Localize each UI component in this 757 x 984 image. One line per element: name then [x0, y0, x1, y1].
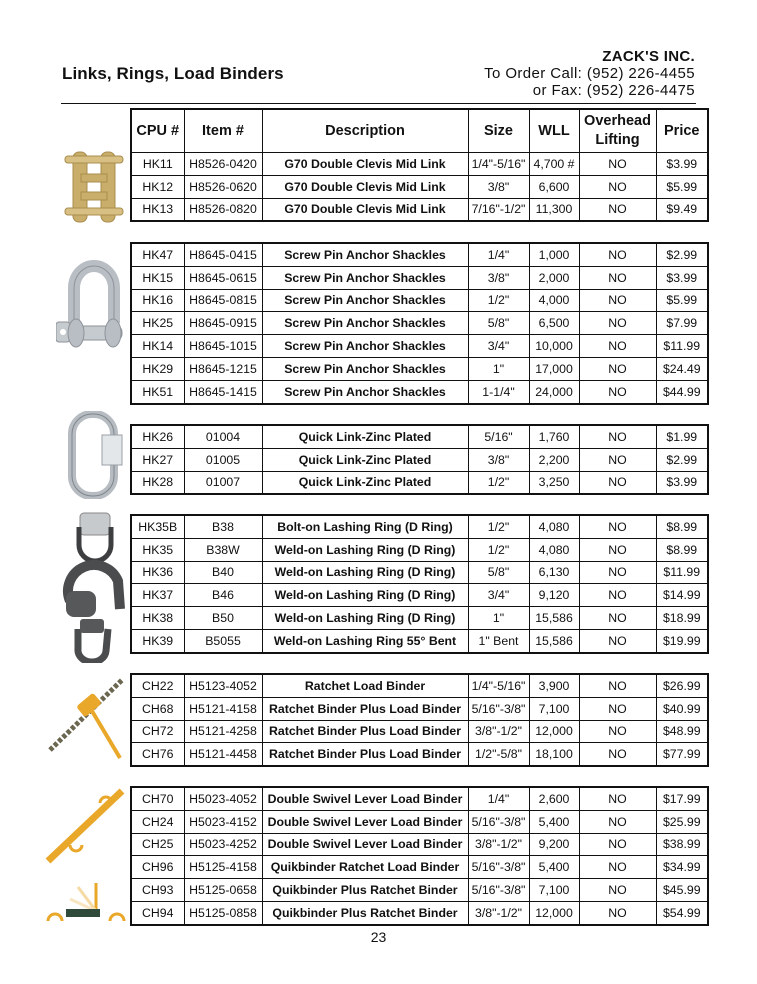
cell-description: Screw Pin Anchor Shackles: [262, 335, 468, 358]
cell-wll: 24,000: [529, 380, 579, 403]
cell-cpu: HK11: [131, 153, 184, 176]
table-row: [131, 629, 708, 652]
cell-overhead-lifting: NO: [579, 810, 656, 833]
cell-wll: 9,200: [529, 833, 579, 856]
cell-cpu: CH93: [131, 879, 184, 902]
cell-price: $2.99: [656, 448, 708, 471]
cell-overhead-lifting: NO: [579, 312, 656, 335]
cell-overhead-lifting: NO: [579, 674, 656, 697]
cell-item: H8526-0820: [184, 198, 262, 221]
cell-cpu: CH76: [131, 743, 184, 766]
cell-item: B40: [184, 561, 262, 584]
table-row: [131, 879, 708, 902]
cell-item: H5023-4052: [184, 787, 262, 810]
cell-item: H5121-4258: [184, 720, 262, 743]
cell-item: 01004: [184, 425, 262, 448]
cell-price: $17.99: [656, 787, 708, 810]
cell-cpu: HK16: [131, 289, 184, 312]
cell-size: 1/2": [468, 289, 529, 312]
cell-overhead-lifting: NO: [579, 515, 656, 538]
lever-binder-icon: [40, 783, 130, 929]
cell-cpu: HK51: [131, 380, 184, 403]
cell-item: H5125-4158: [184, 856, 262, 879]
cell-wll: 6,600: [529, 175, 579, 198]
cell-overhead-lifting: NO: [579, 856, 656, 879]
cell-wll: 2,600: [529, 787, 579, 810]
cell-size: 5/8": [468, 312, 529, 335]
table-row: [131, 289, 708, 312]
cell-description: Quick Link-Zinc Plated: [262, 448, 468, 471]
cell-wll: 4,700 #: [529, 153, 579, 176]
cell-size: 3/8"-1/2": [468, 720, 529, 743]
cell-description: Ratchet Binder Plus Load Binder: [262, 720, 468, 743]
cell-item: H8645-0415: [184, 243, 262, 266]
cell-item: H8645-1015: [184, 335, 262, 358]
table-ratchet-binders: [130, 673, 709, 767]
cell-overhead-lifting: NO: [579, 425, 656, 448]
cell-size: 1/2": [468, 515, 529, 538]
cell-price: $1.99: [656, 425, 708, 448]
cell-price: $11.99: [656, 561, 708, 584]
cell-cpu: HK13: [131, 198, 184, 221]
cell-wll: 2,200: [529, 448, 579, 471]
table-row: [131, 175, 708, 198]
cell-overhead-lifting: NO: [579, 266, 656, 289]
cell-wll: 6,130: [529, 561, 579, 584]
table-row: [131, 810, 708, 833]
cell-wll: 18,100: [529, 743, 579, 766]
table-row: [131, 787, 708, 810]
cell-price: $2.99: [656, 243, 708, 266]
cell-overhead-lifting: NO: [579, 448, 656, 471]
cell-cpu: HK26: [131, 425, 184, 448]
cell-price: $19.99: [656, 629, 708, 652]
cell-item: 01005: [184, 448, 262, 471]
cell-overhead-lifting: NO: [579, 198, 656, 221]
cell-item: H5023-4252: [184, 833, 262, 856]
cell-price: $77.99: [656, 743, 708, 766]
cell-item: H8645-1215: [184, 357, 262, 380]
cell-description: Double Swivel Lever Load Binder: [262, 787, 468, 810]
cell-size: 1/4": [468, 787, 529, 810]
cell-price: $44.99: [656, 380, 708, 403]
cell-wll: 9,120: [529, 584, 579, 607]
cell-description: Quick Link-Zinc Plated: [262, 471, 468, 494]
cell-size: 1/4"-5/16": [468, 674, 529, 697]
header-overhead-lifting: Overhead Lifting: [579, 109, 656, 153]
cell-price: $5.99: [656, 289, 708, 312]
cell-price: $8.99: [656, 538, 708, 561]
table-row: [131, 380, 708, 403]
cell-cpu: CH70: [131, 787, 184, 810]
cell-wll: 3,250: [529, 471, 579, 494]
cell-overhead-lifting: NO: [579, 357, 656, 380]
cell-description: Double Swivel Lever Load Binder: [262, 833, 468, 856]
cell-description: Ratchet Load Binder: [262, 674, 468, 697]
cell-description: Bolt-on Lashing Ring (D Ring): [262, 515, 468, 538]
cell-wll: 1,000: [529, 243, 579, 266]
cell-size: 1/4": [468, 243, 529, 266]
table-row: [131, 607, 708, 630]
header-size: Size: [468, 109, 529, 153]
cell-item: H8526-0620: [184, 175, 262, 198]
cell-cpu: CH22: [131, 674, 184, 697]
cell-size: 3/8": [468, 448, 529, 471]
table-lever-binders: [130, 786, 709, 926]
cell-wll: 15,586: [529, 607, 579, 630]
cell-description: Weld-on Lashing Ring (D Ring): [262, 561, 468, 584]
cell-description: Double Swivel Lever Load Binder: [262, 810, 468, 833]
cell-item: B5055: [184, 629, 262, 652]
cell-item: H5123-4052: [184, 674, 262, 697]
cell-price: $9.49: [656, 198, 708, 221]
cell-wll: 7,100: [529, 879, 579, 902]
cell-wll: 4,000: [529, 289, 579, 312]
cell-description: Screw Pin Anchor Shackles: [262, 312, 468, 335]
cell-price: $24.49: [656, 357, 708, 380]
double-clevis-link-icon: [63, 148, 125, 226]
cell-wll: 5,400: [529, 856, 579, 879]
cell-wll: 12,000: [529, 720, 579, 743]
cell-price: $11.99: [656, 335, 708, 358]
cell-item: B38W: [184, 538, 262, 561]
cell-price: $25.99: [656, 810, 708, 833]
table-row: [131, 901, 708, 924]
table-row: [131, 538, 708, 561]
cell-cpu: HK15: [131, 266, 184, 289]
cell-size: 1-1/4": [468, 380, 529, 403]
cell-item: H5121-4158: [184, 697, 262, 720]
header-description: Description: [262, 109, 468, 153]
cell-price: $26.99: [656, 674, 708, 697]
cell-description: Quikbinder Plus Ratchet Binder: [262, 901, 468, 924]
cell-overhead-lifting: NO: [579, 743, 656, 766]
cell-cpu: HK25: [131, 312, 184, 335]
cell-size: 3/4": [468, 335, 529, 358]
cell-cpu: HK36: [131, 561, 184, 584]
fax-number: or Fax: (952) 226-4475: [532, 82, 695, 99]
cell-size: 1": [468, 607, 529, 630]
cell-wll: 11,300: [529, 198, 579, 221]
table-row: [131, 833, 708, 856]
cell-description: Quikbinder Plus Ratchet Binder: [262, 879, 468, 902]
cell-wll: 15,586: [529, 629, 579, 652]
cell-description: G70 Double Clevis Mid Link: [262, 175, 468, 198]
cell-price: $7.99: [656, 312, 708, 335]
table-row: [131, 674, 708, 697]
table-row: [131, 561, 708, 584]
cell-cpu: HK14: [131, 335, 184, 358]
cell-overhead-lifting: NO: [579, 175, 656, 198]
anchor-shackle-icon: [56, 248, 128, 366]
cell-size: 3/8": [468, 266, 529, 289]
header-divider: [61, 103, 696, 104]
company-name: ZACK'S INC.: [602, 48, 695, 65]
cell-size: 1": [468, 357, 529, 380]
cell-overhead-lifting: NO: [579, 787, 656, 810]
cell-wll: 3,900: [529, 674, 579, 697]
cell-item: H8645-0915: [184, 312, 262, 335]
cell-wll: 1,760: [529, 425, 579, 448]
table-row: [131, 243, 708, 266]
cell-overhead-lifting: NO: [579, 335, 656, 358]
cell-cpu: CH68: [131, 697, 184, 720]
cell-wll: 17,000: [529, 357, 579, 380]
cell-cpu: HK47: [131, 243, 184, 266]
table-row: [131, 856, 708, 879]
cell-item: H8645-1415: [184, 380, 262, 403]
cell-size: 5/16": [468, 425, 529, 448]
cell-price: $3.99: [656, 153, 708, 176]
cell-overhead-lifting: NO: [579, 584, 656, 607]
cell-price: $54.99: [656, 901, 708, 924]
cell-wll: 6,500: [529, 312, 579, 335]
cell-wll: 4,080: [529, 515, 579, 538]
cell-price: $18.99: [656, 607, 708, 630]
cell-overhead-lifting: NO: [579, 380, 656, 403]
cell-item: B38: [184, 515, 262, 538]
cell-price: $48.99: [656, 720, 708, 743]
cell-price: $14.99: [656, 584, 708, 607]
cell-cpu: CH24: [131, 810, 184, 833]
cell-item: H8526-0420: [184, 153, 262, 176]
header-item: Item #: [184, 109, 262, 153]
cell-description: Screw Pin Anchor Shackles: [262, 357, 468, 380]
cell-size: 5/16"-3/8": [468, 879, 529, 902]
cell-cpu: HK12: [131, 175, 184, 198]
company-info: [484, 48, 695, 99]
cell-overhead-lifting: NO: [579, 629, 656, 652]
table-row: [131, 743, 708, 766]
d-ring-icon: [60, 511, 130, 663]
cell-size: 1/2"-5/8": [468, 743, 529, 766]
table-header-row: [131, 109, 708, 153]
cell-wll: 7,100: [529, 697, 579, 720]
cell-cpu: CH96: [131, 856, 184, 879]
cell-overhead-lifting: NO: [579, 243, 656, 266]
cell-wll: 4,080: [529, 538, 579, 561]
cell-item: H5121-4458: [184, 743, 262, 766]
cell-description: Weld-on Lashing Ring (D Ring): [262, 538, 468, 561]
cell-overhead-lifting: NO: [579, 289, 656, 312]
cell-overhead-lifting: NO: [579, 879, 656, 902]
cell-cpu: HK28: [131, 471, 184, 494]
header-wll: WLL: [529, 109, 579, 153]
cell-size: 3/8"-1/2": [468, 833, 529, 856]
cell-item: 01007: [184, 471, 262, 494]
table-row: [131, 515, 708, 538]
cell-cpu: CH25: [131, 833, 184, 856]
table-row: [131, 425, 708, 448]
table-row: [131, 198, 708, 221]
cell-description: Weld-on Lashing Ring (D Ring): [262, 584, 468, 607]
page-title: Links, Rings, Load Binders: [62, 64, 284, 83]
cell-size: 7/16"-1/2": [468, 198, 529, 221]
cell-price: $5.99: [656, 175, 708, 198]
cell-size: 5/8": [468, 561, 529, 584]
cell-size: 1/2": [468, 538, 529, 561]
cell-item: H8645-0615: [184, 266, 262, 289]
table-row: [131, 312, 708, 335]
cell-price: $8.99: [656, 515, 708, 538]
cell-wll: 10,000: [529, 335, 579, 358]
cell-price: $40.99: [656, 697, 708, 720]
cell-description: Weld-on Lashing Ring 55° Bent: [262, 629, 468, 652]
cell-description: Screw Pin Anchor Shackles: [262, 380, 468, 403]
cell-description: Weld-on Lashing Ring (D Ring): [262, 607, 468, 630]
cell-size: 3/4": [468, 584, 529, 607]
table-double-clevis-links: [130, 108, 709, 222]
cell-overhead-lifting: NO: [579, 697, 656, 720]
order-phone: To Order Call: (952) 226-4455: [484, 65, 695, 82]
table-row: [131, 584, 708, 607]
cell-price: $45.99: [656, 879, 708, 902]
cell-size: 5/16"-3/8": [468, 810, 529, 833]
table-row: [131, 153, 708, 176]
cell-price: $3.99: [656, 471, 708, 494]
cell-cpu: HK38: [131, 607, 184, 630]
table-row: [131, 357, 708, 380]
cell-item: H5023-4152: [184, 810, 262, 833]
cell-cpu: HK39: [131, 629, 184, 652]
cell-description: Screw Pin Anchor Shackles: [262, 243, 468, 266]
cell-overhead-lifting: NO: [579, 153, 656, 176]
cell-overhead-lifting: NO: [579, 471, 656, 494]
table-row: [131, 471, 708, 494]
cell-item: H5125-0858: [184, 901, 262, 924]
cell-overhead-lifting: NO: [579, 538, 656, 561]
cell-description: Ratchet Binder Plus Load Binder: [262, 697, 468, 720]
cell-overhead-lifting: NO: [579, 607, 656, 630]
cell-description: Screw Pin Anchor Shackles: [262, 289, 468, 312]
cell-cpu: CH72: [131, 720, 184, 743]
cell-cpu: HK37: [131, 584, 184, 607]
cell-item: B50: [184, 607, 262, 630]
table-row: [131, 720, 708, 743]
cell-wll: 2,000: [529, 266, 579, 289]
cell-overhead-lifting: NO: [579, 720, 656, 743]
table-lashing-rings: [130, 514, 709, 654]
cell-cpu: HK35B: [131, 515, 184, 538]
table-row: [131, 697, 708, 720]
table-row: [131, 266, 708, 289]
page-number: 23: [370, 929, 387, 945]
quick-link-icon: [68, 411, 128, 499]
cell-overhead-lifting: NO: [579, 901, 656, 924]
cell-size: 1/2": [468, 471, 529, 494]
cell-cpu: HK35: [131, 538, 184, 561]
cell-price: $38.99: [656, 833, 708, 856]
ratchet-binder-icon: [42, 672, 130, 764]
cell-item: B46: [184, 584, 262, 607]
cell-item: H5125-0658: [184, 879, 262, 902]
cell-wll: 5,400: [529, 810, 579, 833]
header-price: Price: [656, 109, 708, 153]
cell-price: $3.99: [656, 266, 708, 289]
header-cpu: CPU #: [131, 109, 184, 153]
table-row: [131, 448, 708, 471]
cell-cpu: HK29: [131, 357, 184, 380]
cell-price: $34.99: [656, 856, 708, 879]
cell-description: G70 Double Clevis Mid Link: [262, 153, 468, 176]
cell-overhead-lifting: NO: [579, 561, 656, 584]
cell-description: Quick Link-Zinc Plated: [262, 425, 468, 448]
cell-size: 3/8": [468, 175, 529, 198]
cell-description: Ratchet Binder Plus Load Binder: [262, 743, 468, 766]
cell-size: 5/16"-3/8": [468, 856, 529, 879]
cell-size: 1" Bent: [468, 629, 529, 652]
cell-overhead-lifting: NO: [579, 833, 656, 856]
cell-description: Screw Pin Anchor Shackles: [262, 266, 468, 289]
cell-item: H8645-0815: [184, 289, 262, 312]
cell-description: Quikbinder Ratchet Load Binder: [262, 856, 468, 879]
cell-cpu: CH94: [131, 901, 184, 924]
cell-size: 5/16"-3/8": [468, 697, 529, 720]
cell-size: 1/4"-5/16": [468, 153, 529, 176]
cell-size: 3/8"-1/2": [468, 901, 529, 924]
table-anchor-shackles: [130, 242, 709, 405]
cell-wll: 12,000: [529, 901, 579, 924]
cell-cpu: HK27: [131, 448, 184, 471]
table-quick-links: [130, 424, 709, 495]
cell-description: G70 Double Clevis Mid Link: [262, 198, 468, 221]
table-row: [131, 335, 708, 358]
